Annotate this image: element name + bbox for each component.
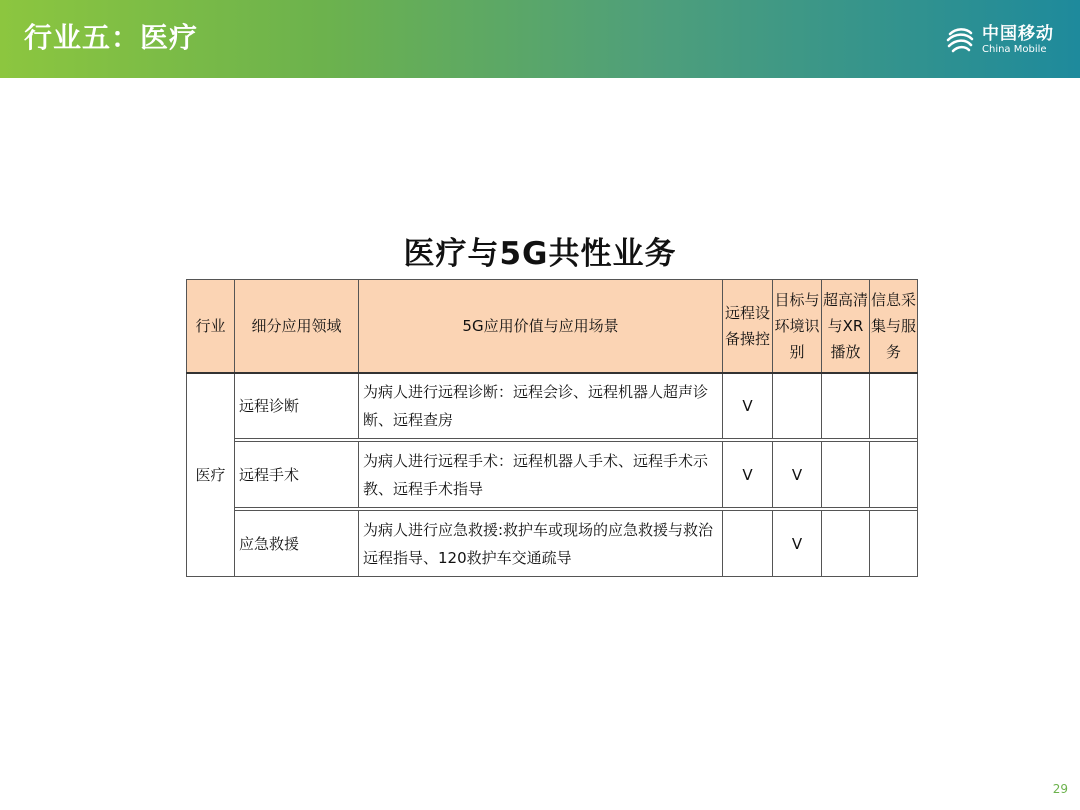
table-row	[187, 442, 918, 508]
header-uhd-xr: 超高清与XR播放	[822, 280, 870, 373]
header-value: 5G应用价值与应用场景	[359, 280, 723, 373]
header-remote-control: 远程设备操控	[723, 280, 773, 373]
mark-cell	[822, 373, 870, 439]
header-target-recognition: 目标与环境识别	[773, 280, 822, 373]
mark-cell	[870, 373, 918, 439]
mark-cell	[773, 373, 822, 439]
mark-cell: V	[723, 442, 773, 508]
table-header-row	[187, 280, 918, 373]
industry-cell: 医疗	[187, 373, 235, 577]
description-cell: 为病人进行远程诊断：远程会诊、远程机器人超声诊断、远程查房	[359, 373, 723, 439]
page-number: 29	[1052, 782, 1068, 796]
description-cell: 为病人进行应急救援:救护车或现场的应急救援与救治远程指导、120救护车交通疏导	[359, 511, 723, 577]
table-row	[187, 511, 918, 577]
mark-cell	[870, 442, 918, 508]
domain-cell: 远程诊断	[235, 373, 359, 439]
section-title: 行业五：医疗	[24, 21, 199, 54]
logo-text-en: China Mobile	[982, 43, 1047, 55]
china-mobile-logo-icon	[944, 24, 976, 56]
header-bar	[0, 0, 1080, 78]
logo-text-cn: 中国移动	[982, 24, 1054, 45]
header-info-collection: 信息采集与服务	[870, 280, 918, 373]
mark-cell	[870, 511, 918, 577]
domain-cell: 应急救援	[235, 511, 359, 577]
service-table	[186, 279, 918, 577]
page-title: 医疗与5G共性业务	[403, 236, 677, 272]
mark-cell	[723, 511, 773, 577]
description-cell: 为病人进行远程手术：远程机器人手术、远程手术示教、远程手术指导	[359, 442, 723, 508]
header-domain: 细分应用领域	[235, 280, 359, 373]
china-mobile-logo	[944, 18, 1054, 62]
mark-cell: V	[723, 373, 773, 439]
mark-cell	[822, 511, 870, 577]
mark-cell: V	[773, 442, 822, 508]
table-row	[187, 373, 918, 439]
mark-cell	[822, 442, 870, 508]
header-industry: 行业	[187, 280, 235, 373]
domain-cell: 远程手术	[235, 442, 359, 508]
mark-cell: V	[773, 511, 822, 577]
